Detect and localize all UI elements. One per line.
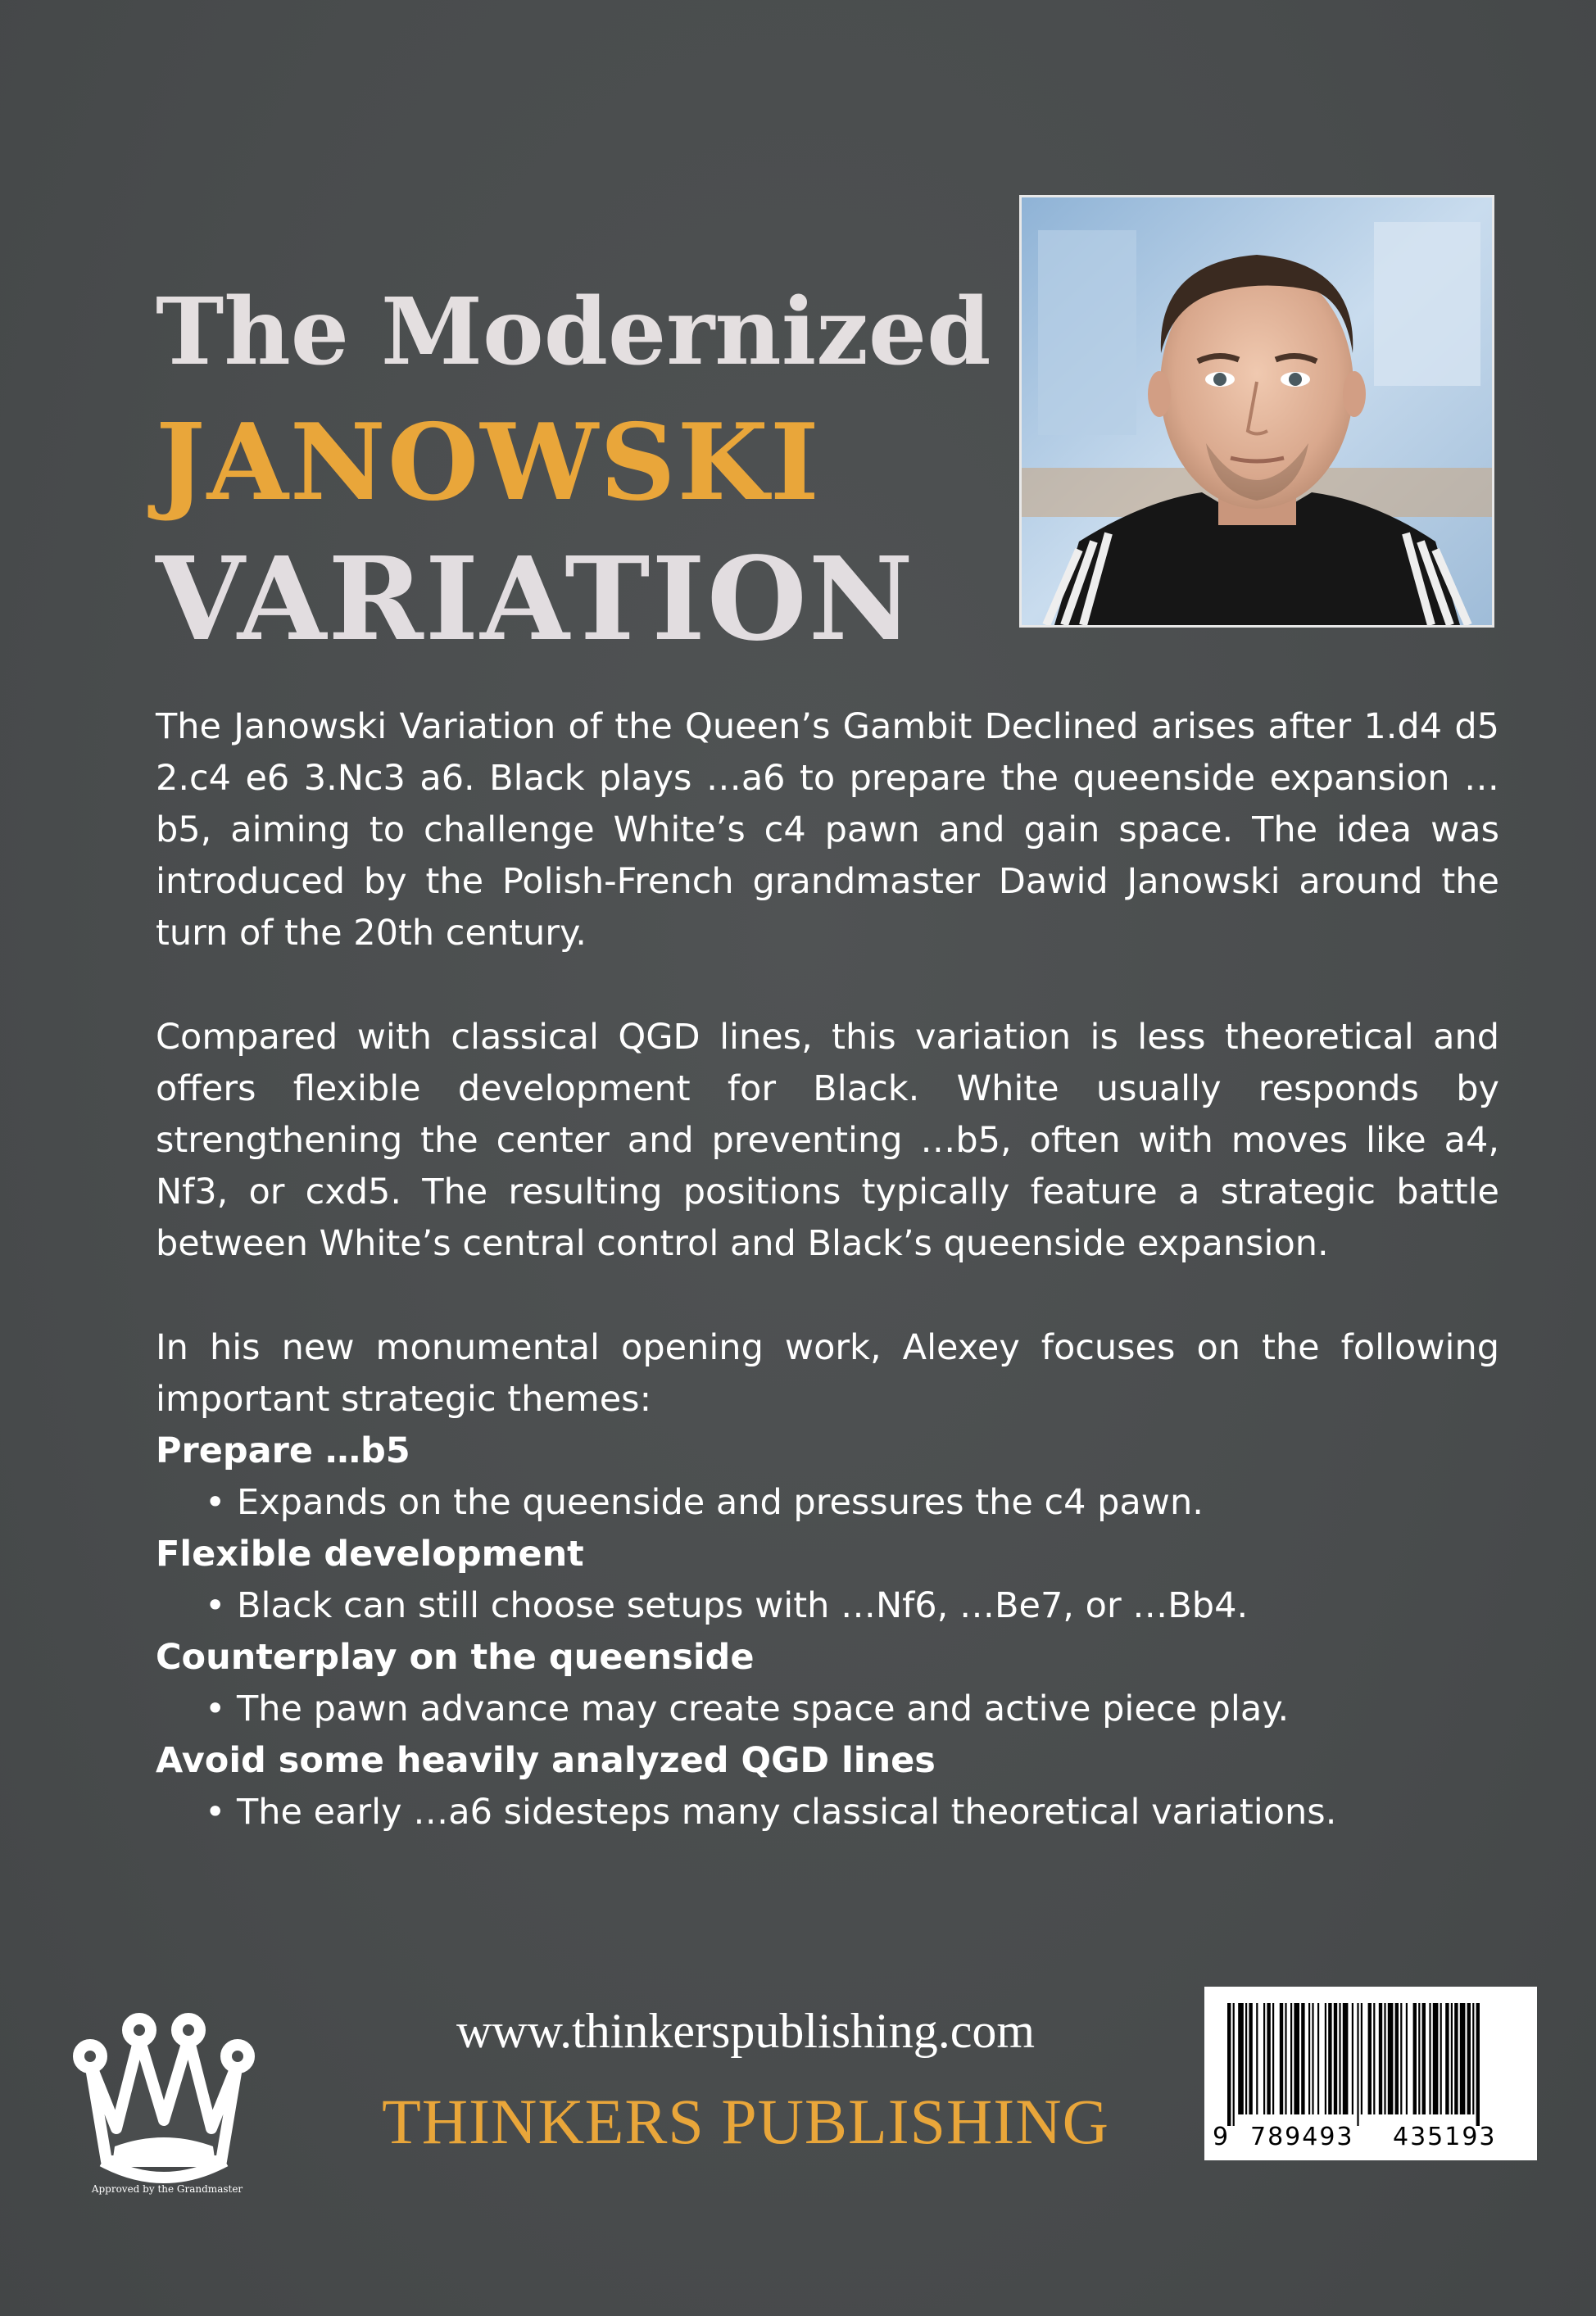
barcode-bar	[1301, 2003, 1304, 2114]
barcode-bar	[1249, 2003, 1252, 2114]
description-paragraph-2: Compared with classical QGD lines, this variation is less theoretical and offers flexible development for Black. White usually responds by strengthening the center and preventing …b5, often with moves like a4, Nf3, or cxd5. The resulting positions typically feature a strategic battle between White’s central control and Black’s queenside expansion.	[156, 1017, 1499, 1264]
barcode-bar	[1395, 2003, 1399, 2114]
theme-item	[156, 1425, 1499, 1529]
isbn-group-2: 435193	[1393, 2123, 1497, 2151]
description	[156, 701, 1499, 1838]
theme-heading: Prepare …b5	[156, 1430, 410, 1471]
logo-caption: Approved by the Grandmaster	[91, 2183, 243, 2195]
barcode-bar	[1233, 2003, 1235, 2126]
barcode-bar	[1256, 2003, 1258, 2114]
title-line-3: VARIATION	[156, 533, 915, 667]
barcode-bar	[1373, 2003, 1375, 2114]
theme-bullet: • The pawn advance may create space and active piece play.	[205, 1688, 1290, 1729]
barcode-bar	[1388, 2003, 1394, 2114]
barcode-bar	[1384, 2003, 1385, 2114]
barcode-bar	[1290, 2003, 1292, 2114]
barcode-bar	[1294, 2003, 1299, 2114]
barcode-bar	[1263, 2003, 1265, 2114]
barcode-bar	[1400, 2003, 1402, 2114]
barcode-bar	[1368, 2003, 1372, 2114]
barcode-bar	[1451, 2003, 1453, 2114]
theme-item	[156, 1632, 1499, 1735]
barcode-bar	[1352, 2003, 1353, 2114]
barcode-bar	[1308, 2003, 1310, 2114]
title-line-2: JANOWSKI	[156, 401, 821, 524]
barcode-bar	[1467, 2003, 1471, 2114]
barcode-bar	[1445, 2003, 1449, 2114]
barcode-bar	[1454, 2003, 1458, 2114]
barcode-bar	[1460, 2003, 1466, 2114]
barcode-bar	[1317, 2003, 1319, 2114]
publisher-website: www.thinkerspublishing.com	[456, 2004, 1036, 2058]
barcode-bar	[1280, 2003, 1283, 2114]
barcode-bar	[1406, 2003, 1408, 2114]
author-photo	[1019, 195, 1494, 628]
barcode-bar	[1413, 2003, 1417, 2114]
barcode-bar	[1361, 2003, 1362, 2114]
barcode-bar	[1334, 2003, 1337, 2114]
theme-item	[156, 1735, 1499, 1838]
theme-heading: Avoid some heavily analyzed QGD lines	[156, 1740, 936, 1781]
theme-heading: Counterplay on the queenside	[156, 1637, 755, 1678]
barcode-bar	[1472, 2003, 1474, 2114]
barcode-bar	[1418, 2003, 1420, 2114]
barcode-bar	[1357, 2003, 1358, 2126]
barcode-bar	[1285, 2003, 1286, 2114]
isbn-group-1: 789493	[1250, 2123, 1354, 2151]
barcode-bar	[1440, 2003, 1442, 2114]
barcode-bar	[1245, 2003, 1247, 2114]
crown-icon	[66, 2006, 262, 2202]
barcode-bar	[1227, 2003, 1231, 2126]
barcode-bar	[1429, 2003, 1431, 2114]
themes-list	[156, 1425, 1499, 1838]
barcode-bar	[1238, 2003, 1244, 2114]
barcode-bar	[1312, 2003, 1313, 2114]
barcode-bar	[1339, 2003, 1340, 2114]
barcode-bar	[1422, 2003, 1426, 2114]
isbn-barcode	[1204, 1987, 1537, 2160]
theme-bullet: • Black can still choose setups with …Nf6, …Be7, or …Bb4.	[205, 1585, 1249, 1626]
barcode-bar	[1328, 2003, 1331, 2114]
isbn-prefix: 9	[1213, 2123, 1229, 2151]
publisher-name: THINKERS PUBLISHING	[382, 2086, 1109, 2157]
theme-bullet: • The early …a6 sidesteps many classical theoretical variations.	[205, 1792, 1337, 1833]
barcode-bar	[1476, 2003, 1480, 2126]
theme-bullet: • Expands on the queenside and pressures the c4 pawn.	[205, 1482, 1204, 1523]
title-line-1: The Modernized	[156, 279, 991, 386]
barcode-bar	[1325, 2003, 1326, 2114]
barcode-bar	[1272, 2003, 1274, 2114]
description-paragraph-3: In his new monumental opening work, Alexey focuses on the following important strategic themes:	[156, 1327, 1499, 1420]
barcode-bar	[1267, 2003, 1270, 2114]
description-paragraph-1: The Janowski Variation of the Queen’s Gambit Declined arises after 1.d4 d5 2.c4 e6 3.Nc3 a6. Black plays …a6 to prepare the queenside expansion …b5, aiming to challenge White’s c4 pawn and gain space. The idea was introduced by the Polish-French grandmaster Dawid Janowski around the turn of the 20th century.	[156, 706, 1499, 954]
barcode-bar	[1343, 2003, 1349, 2114]
barcode-bar	[1433, 2003, 1439, 2114]
barcode-bar	[1379, 2003, 1382, 2114]
theme-heading: Flexible development	[156, 1534, 584, 1575]
theme-item	[156, 1529, 1499, 1632]
